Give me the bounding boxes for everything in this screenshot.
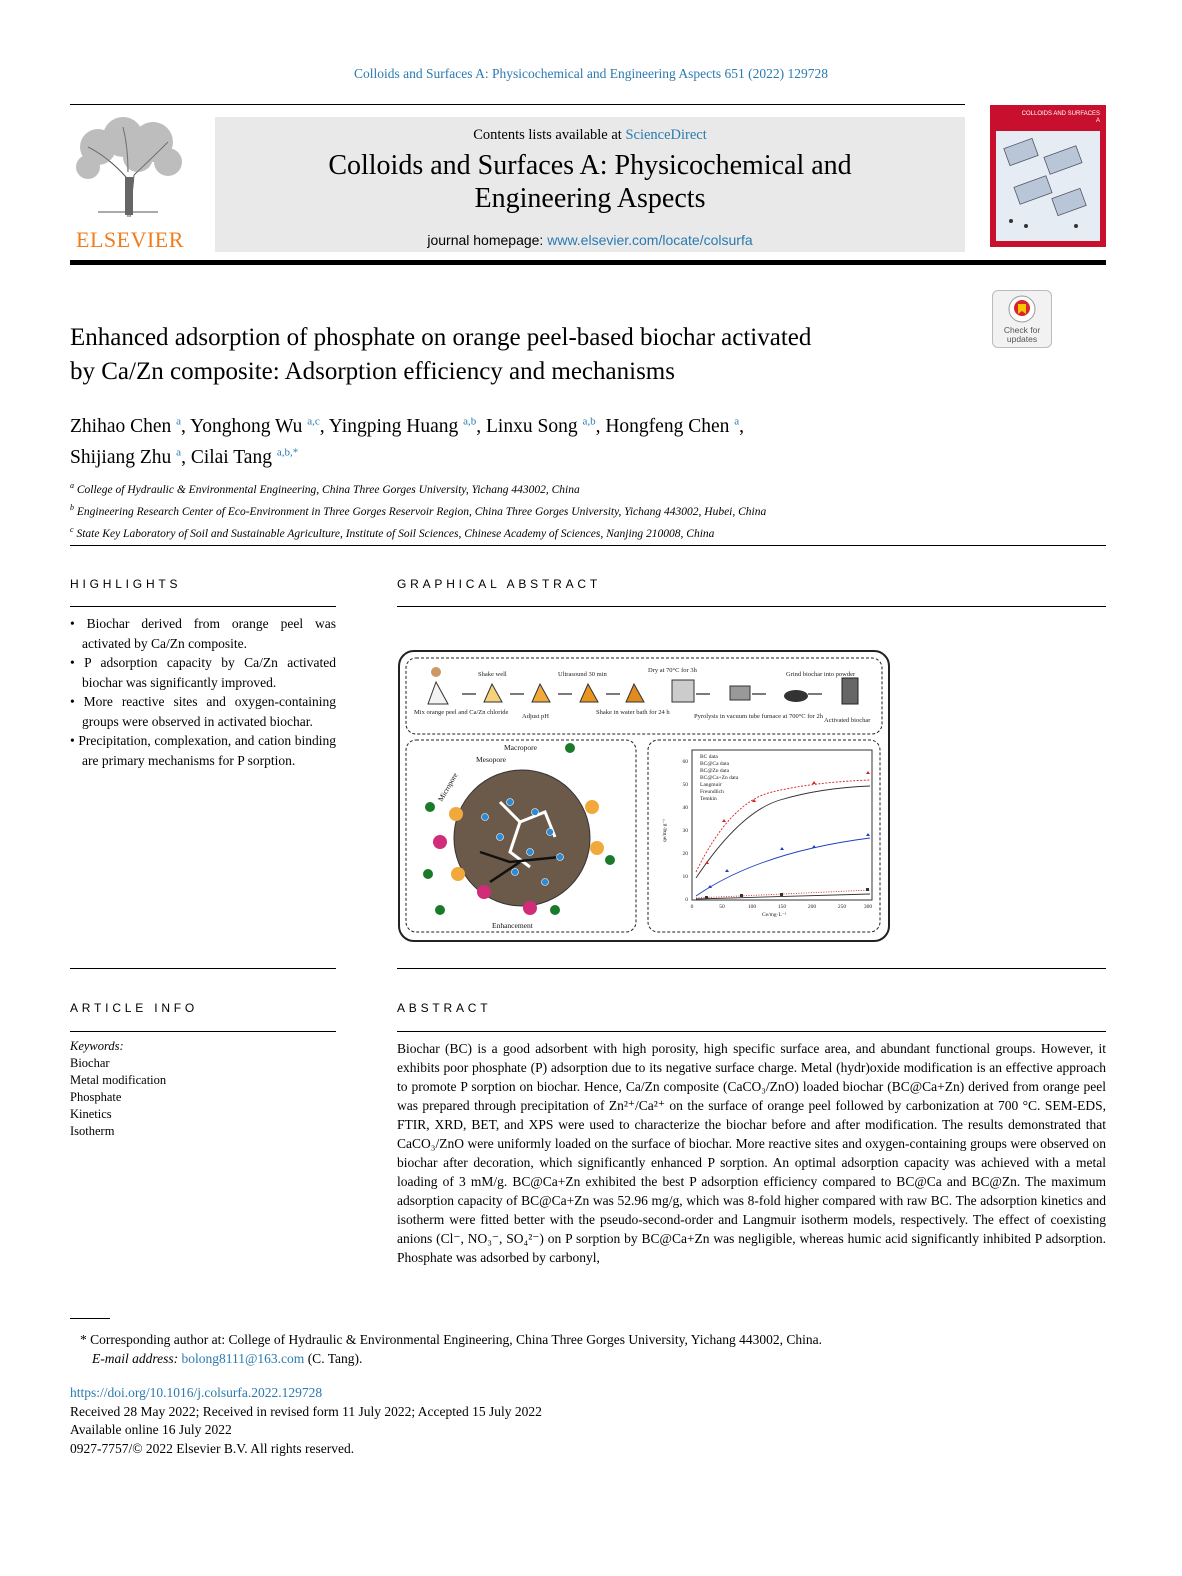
ga-label-micropore: Micropore — [435, 771, 460, 803]
keyword[interactable]: Kinetics — [70, 1107, 112, 1121]
author-name: Yonghong Wu — [190, 415, 303, 437]
highlight-text: Biochar derived from orange peel was activated by Ca/Zn composite. — [82, 616, 336, 651]
keyword[interactable]: Isotherm — [70, 1124, 115, 1138]
abstract-heading: ABSTRACT — [397, 1001, 492, 1015]
ga-legend-temkin: Temkin — [700, 796, 717, 802]
author-name: Linxu Song — [486, 415, 578, 437]
tree-icon — [68, 117, 188, 222]
ga-legend-bc-cazn: BC@Ca+Zn data — [700, 775, 739, 781]
affiliation-text: College of Hydraulic & Environmental Engineering, China Three Gorges University, Yichang 443002, China — [76, 483, 580, 496]
ga-step-1: Mix orange peel and Ca/Zn chloride — [414, 709, 509, 716]
graphical-abstract-heading: GRAPHICAL ABSTRACT — [397, 577, 601, 591]
ga-xtick: 50 — [719, 904, 725, 910]
contents-line — [215, 127, 965, 144]
ga-step-7: Pyrolysis in vacuum tube furnace at 700°C for 2h — [694, 713, 823, 720]
ga-xtick: 150 — [777, 904, 787, 910]
received-dates: Received 28 May 2022; Received in revised form 11 July 2022; Accepted 15 July 2022 — [70, 1403, 542, 1419]
ga-legend-bc-zn: BC@Zn data — [700, 768, 730, 774]
affiliation-key: a — [70, 481, 74, 490]
keyword[interactable]: Phosphate — [70, 1090, 122, 1104]
abstract-rule — [397, 1031, 1106, 1032]
affiliation — [70, 499, 1070, 521]
ga-step-9: Activated biochar — [824, 717, 871, 724]
ga-legend-bc: BC data — [700, 754, 718, 760]
graphical-abstract-figure[interactable] — [398, 650, 890, 942]
highlights-rule — [70, 606, 336, 607]
author-name: Cilai Tang — [190, 447, 272, 468]
highlight-item: • Precipitation, complexation, and cation binding are primary mechanisms for P sorption. — [70, 733, 336, 768]
ga-ytick: 10 — [682, 874, 688, 880]
doi-link[interactable]: https://doi.org/10.1016/j.colsurfa.2022.129728 — [70, 1385, 323, 1400]
homepage-link[interactable]: www.elsevier.com/locate/colsurfa — [547, 232, 753, 248]
ga-step-2: Shake well — [478, 671, 507, 678]
ga-label-enhancement: Enhancement — [492, 921, 533, 930]
cover-title: COLLOIDS AND SURFACES A — [1021, 111, 1100, 124]
author-affiliation-link[interactable]: a,b — [582, 415, 596, 427]
author-affiliation-link[interactable]: a — [176, 446, 182, 459]
author[interactable]: Shijiang Zhu $^a$, — [70, 446, 191, 468]
bookmark-icon — [1007, 294, 1037, 324]
journal-cover-image[interactable] — [990, 105, 1106, 247]
copyright: 0927-7757/© 2022 Elsevier B.V. All rights reserved. — [70, 1440, 355, 1456]
author-name: Hongfeng Chen — [605, 415, 730, 437]
affiliation-text: State Key Laboratory of Soil and Sustainable Agriculture, Institute of Soil Sciences, Chinese Academy of Sciences, Nanjing 210008, China — [76, 527, 715, 540]
ga-xtick: 300 — [863, 904, 873, 910]
affiliation-key: c — [70, 524, 74, 534]
ga-ytick: 20 — [682, 851, 688, 857]
header-thick-rule — [70, 260, 1106, 265]
affiliation-list — [70, 477, 1070, 542]
sciencedirect-link[interactable]: ScienceDirect — [625, 127, 707, 143]
author[interactable] — [191, 447, 298, 468]
ga-ytick: 60 — [682, 759, 688, 765]
ga-step-3: Adjust pH — [522, 713, 549, 720]
ga-ytick: 50 — [682, 782, 688, 788]
ga-legend-langmuir: Langmuir — [700, 782, 722, 788]
email-label: E-mail address: — [92, 1351, 179, 1366]
highlight-text: More reactive sites and oxygen-containing groups were observed in activated biochar. — [82, 694, 336, 729]
journal-homepage-line — [215, 232, 965, 248]
header-top-rule — [70, 104, 965, 105]
author-affiliation-link[interactable]: a — [176, 415, 182, 427]
author-affiliation-link[interactable]: a,b — [463, 415, 477, 427]
author[interactable]: Yonghong Wu $^{a,c}$, — [190, 415, 329, 437]
email-suffix: (C. Tang). — [304, 1351, 363, 1366]
ga-xtick: 200 — [807, 904, 817, 910]
article-title-line-2: by Ca/Zn composite: Adsorption efficiency and mechanisms — [70, 358, 675, 385]
author[interactable]: Yingping Huang $^{a,b}$, — [328, 415, 487, 437]
check-updates-label: Check for updates — [1003, 325, 1041, 344]
ga-ytick: 40 — [682, 805, 688, 811]
keyword[interactable]: Metal modification — [70, 1073, 167, 1087]
author-affiliation-link[interactable]: a,c — [307, 415, 320, 427]
affiliation-key: b — [70, 502, 74, 512]
author-affiliation-link[interactable]: a — [734, 415, 740, 427]
highlight-item: • P adsorption capacity by Ca/Zn activated biochar was significantly improved. — [70, 655, 336, 690]
graphical-abstract-rule — [397, 606, 1106, 607]
ga-step-5: Shake in water bath for 24 h — [596, 709, 670, 716]
ga-label-mesopore: Mesopore — [476, 755, 506, 764]
article-title-line-1: Enhanced adsorption of phosphate on orange peel-based biochar activated — [70, 324, 812, 351]
ga-step-6: Dry at 70°C for 3h — [648, 667, 697, 674]
ga-ytick: 0 — [685, 897, 688, 903]
author[interactable]: Zhihao Chen $^a$, — [70, 415, 191, 437]
ga-plot-xlabel: Ce/mg·L⁻¹ — [762, 912, 787, 918]
graphical-abstract-bottom-rule — [397, 968, 1106, 969]
author[interactable]: Linxu Song $^{a,b}$, — [486, 415, 606, 437]
keywords-block — [70, 1038, 336, 1140]
article-info-heading: ARTICLE INFO — [70, 1001, 199, 1015]
article-title — [70, 321, 970, 389]
author[interactable]: Hongfeng Chen $^a$, — [605, 415, 745, 437]
author-affiliation-link[interactable]: a,b,* — [276, 446, 299, 459]
highlight-text: P adsorption capacity by Ca/Zn activated biochar was significantly improved. — [82, 655, 336, 690]
ga-xtick: 100 — [747, 904, 757, 910]
affiliation-text: Engineering Research Center of Eco-Environment in Three Gorges Reservoir Region, China Three Gorges University, Yichang 443002, Hubei, China — [76, 505, 767, 518]
footnote-rule — [70, 1318, 110, 1319]
publication-info — [70, 1384, 870, 1458]
journal-title-text: Colloids and Surfaces A: Physicochemical and Engineering Aspects — [328, 150, 852, 214]
ga-step-4: Ultrasound 30 min — [558, 671, 607, 678]
author-name: Yingping Huang — [328, 415, 459, 437]
cover-artwork — [996, 131, 1100, 241]
check-for-updates-button[interactable] — [992, 290, 1052, 348]
homepage-prefix: journal homepage: — [427, 232, 548, 248]
article-info-rule — [70, 1031, 336, 1032]
ga-ytick: 30 — [682, 828, 688, 834]
ga-label-macropore: Macropore — [504, 743, 537, 752]
highlight-text: Precipitation, complexation, and cation binding are primary mechanisms for P sorption. — [78, 733, 336, 768]
affiliation-rule — [70, 545, 1106, 546]
ga-xtick: 0 — [690, 904, 694, 910]
highlight-item: • More reactive sites and oxygen-containing groups were observed in activated biochar. — [70, 694, 336, 729]
keywords-label: Keywords: — [70, 1039, 124, 1053]
isotherm-plot — [662, 750, 872, 918]
author-name: Zhihao Chen — [70, 415, 172, 437]
available-online: Available online 16 July 2022 — [70, 1422, 232, 1437]
affiliation — [70, 477, 1070, 499]
ga-legend-bc-ca: BC@Ca data — [700, 761, 730, 767]
ga-xtick: 250 — [837, 904, 847, 910]
highlights-list — [70, 614, 336, 770]
ga-legend-freundlich: Freundlich — [700, 789, 724, 795]
author-name: Shijiang Zhu — [70, 447, 172, 468]
author-list — [70, 408, 970, 471]
email-line — [80, 1349, 1100, 1368]
highlights-bottom-rule — [70, 968, 336, 969]
journal-header-box — [215, 117, 965, 252]
publisher-logo-text: ELSEVIER — [76, 227, 184, 252]
ga-step-8: Grind biochar into powder — [786, 671, 856, 678]
ga-plot-ylabel: qe/mg·g⁻¹ — [662, 819, 668, 842]
email-link[interactable]: bolong8111@163.com — [181, 1351, 305, 1366]
highlights-heading: HIGHLIGHTS — [70, 577, 182, 591]
journal-title — [215, 149, 965, 215]
affiliation — [70, 521, 1070, 543]
highlight-item: • Biochar derived from orange peel was activated by Ca/Zn composite. — [70, 616, 336, 651]
contents-prefix: Contents lists available at — [473, 127, 626, 143]
abstract-body: Biochar (BC) is a good adsorbent with high porosity, high specific surface area, and abundant functional groups. However, it exhibits poor phosphate (P) adsorption due to its negative surface charge. Metal (hydr)oxide modification is an effective approach to promote P sorption on biochar. Hence, Ca/Zn composite (CaCO₃/ZnO) loaded biochar (BC@Ca+Zn) derived from orange peel was prepared through precipitation of Zn²⁺/Ca²⁺ on the surface of orange peel followed by carbonization at 700 °C. SEM-EDS, FTIR, XRD, BET, and XPS were used to characterize the biochar before and after modification. The results demonstrated that CaCO₃/ZnO were uniformly loaded on the surface of biochar. More reactive sites and oxygen-containing groups were observed on biochar after decoration, which significantly enhanced P sorption. An optimal adsorption capacity was achieved with a metal loading of 3 mM/g. BC@Ca+Zn exhibited the best P adsorption efficiency compared to BC@Ca and BC@Zn. The maximum adsorption capacity of BC@Ca+Zn was 52.96 mg/g, which was 8-fold higher compared with raw BC. The adsorption kinetics and isotherm were fitted better with the pseudo-second-order and Langmuir isotherm models, respectively. The effect of coexisting anions (Cl⁻, NO₃⁻, SO₄²⁻) on P sorption by BC@Ca+Zn was negligible, whereas humic acid significantly inhibited P adsorption. Phosphate was adsorbed by carbonyl, — [397, 1041, 1106, 1265]
footnote — [80, 1330, 1100, 1368]
journal-reference[interactable]: Colloids and Surfaces A: Physicochemical and Engineering Aspects 651 (2022) 129728 — [354, 66, 828, 81]
keyword[interactable]: Biochar — [70, 1056, 110, 1070]
corresponding-author-note: * Corresponding author at: College of Hydraulic & Environmental Engineering, China Three Gorges University, Yichang 443002, China. — [80, 1332, 822, 1347]
